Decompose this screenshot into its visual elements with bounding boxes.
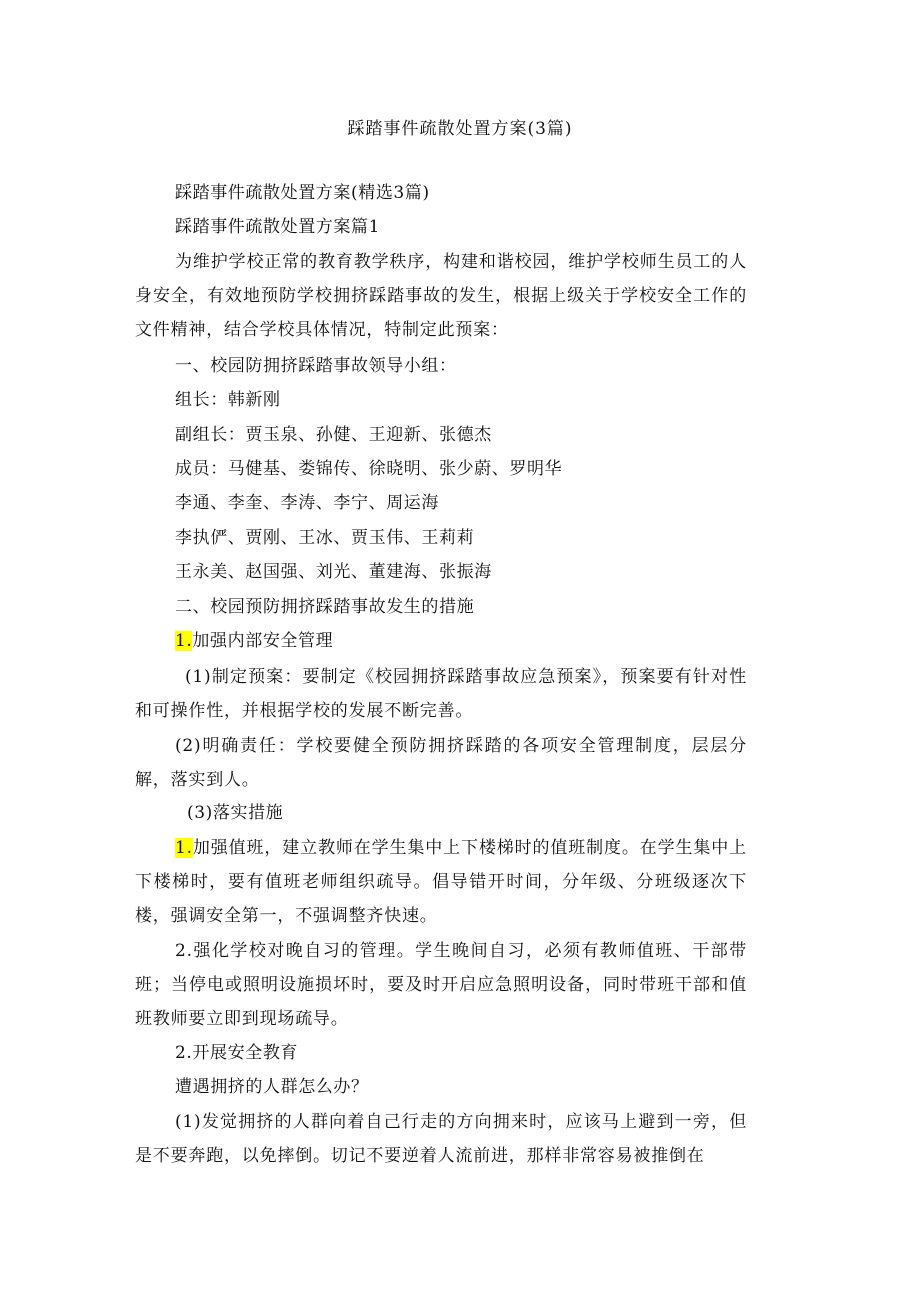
sub2-paragraph: (2)明确责任：学校要健全预防拥挤踩踏的各项安全管理制度，层层分解，落实到人。 (135, 736, 747, 790)
document-title: 踩踏事件疏散处置方案(3篇) (347, 119, 573, 139)
measure2-paragraph: 2.强化学校对晚自习的管理。学生晚间自习，必须有教师值班、干部带班；当停电或照明设施损坏时，要及时开启应急照明设备，同时带班干部和值班教师要立即到现场疏导。 (135, 941, 747, 1029)
highlight-mark: 1. (175, 631, 193, 651)
measure1-text: 加强值班，建立教师在学生集中上下楼梯时的值班制度。在学生集中上下楼梯时，要有值班老师组织疏导。倡导错开时间，分年级、分班级逐次下楼，强调安全第一，不强调整齐快速。 (135, 838, 747, 926)
members-line-2: 李通、李奎、李涛、李宁、周运海 (175, 493, 439, 513)
measure1-paragraph (135, 831, 747, 933)
item1-heading (175, 630, 333, 652)
highlight-mark: 1. (175, 838, 193, 858)
deputy-line: 副组长：贾玉泉、孙健、王迎新、张德杰 (175, 425, 492, 445)
members-line-1: 成员：马健基、娄锦传、徐晓明、张少蔚、罗明华 (175, 459, 563, 479)
intro-paragraph: 为维护学校正常的教育教学秩序，构建和谐校园，维护学校师生员工的人身安全，有效地预防学校拥挤踩踏事故的发生，根据上级关于学校安全工作的文件精神，结合学校具体情况，特制定此预案： (135, 252, 747, 340)
question-line: 遭遇拥挤的人群怎么办？ (175, 1077, 369, 1097)
part1-heading: 一、校园防拥挤踩踏事故领导小组： (175, 356, 457, 376)
item2-heading: 2.开展安全教育 (175, 1043, 299, 1063)
members-line-4: 王永美、赵国强、刘光、董建海、张振海 (175, 562, 492, 582)
sub3-heading: (3)落实措施 (187, 803, 284, 823)
members-line-3: 李执俨、贾刚、王冰、贾玉伟、王莉莉 (175, 528, 475, 548)
leader-line: 组长：韩新刚 (175, 390, 281, 410)
section-heading: 踩踏事件疏散处置方案篇1 (175, 217, 381, 237)
sub1-paragraph: (1)制定预案：要制定《校园拥挤踩踏事故应急预案》，预案要有针对性和可操作性，并根据学校的发展不断完善。 (135, 667, 747, 721)
document-subtitle: 踩踏事件疏散处置方案(精选3篇) (175, 183, 430, 203)
answer1-paragraph: (1)发觉拥挤的人群向着自己行走的方向拥来时，应该马上避到一旁，但是不要奔跑，以免摔倒。切记不要逆着人流前进，那样非常容易被推倒在 (135, 1112, 747, 1166)
part2-heading: 二、校园预防拥挤踩踏事故发生的措施 (175, 597, 475, 617)
item1-text: 加强内部安全管理 (192, 631, 334, 651)
